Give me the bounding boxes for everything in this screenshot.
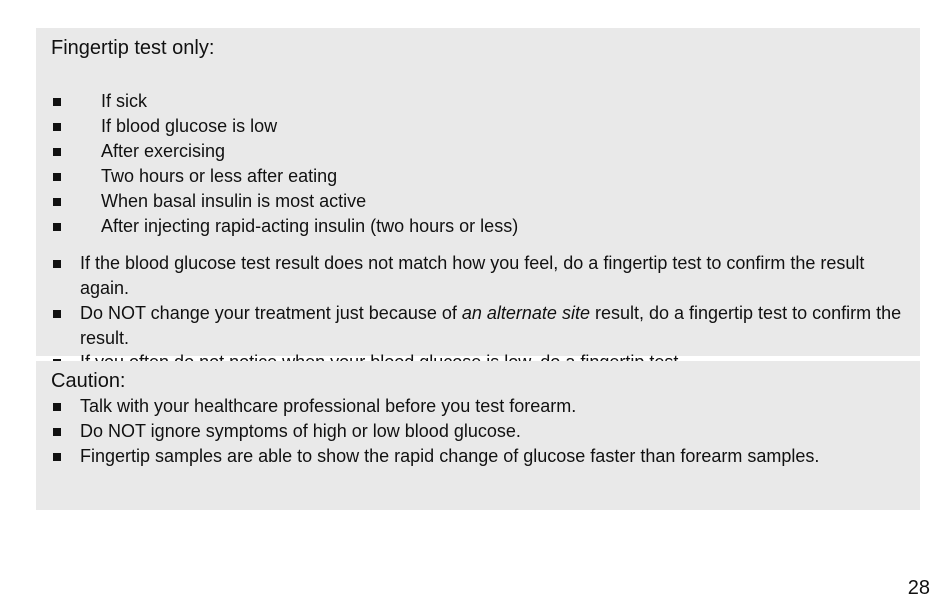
note-text-part: result, do a fingertip test to confirm the result. bbox=[80, 303, 902, 348]
condition-text: Two hours or less after eating bbox=[101, 166, 338, 186]
square-bullet-icon bbox=[53, 310, 61, 318]
square-bullet-icon bbox=[53, 198, 61, 206]
page-number: 28 bbox=[907, 577, 930, 599]
fingertip-test-heading: Fingertip test only: bbox=[51, 37, 215, 59]
condition-text: If sick bbox=[101, 91, 148, 111]
square-bullet-icon bbox=[53, 148, 61, 156]
square-bullet-icon bbox=[53, 223, 61, 231]
square-bullet-icon bbox=[53, 98, 61, 106]
square-bullet-icon bbox=[53, 123, 61, 131]
note-text: If the blood glucose test result does not match how you feel, do a fingertip test to confirm the result again. bbox=[80, 253, 865, 298]
condition-text: After exercising bbox=[101, 141, 226, 161]
alternate-site-emphasis: an alternate site bbox=[461, 303, 590, 323]
caution-box bbox=[36, 361, 920, 510]
note-text bbox=[80, 301, 910, 351]
square-bullet-icon bbox=[53, 428, 61, 436]
condition-text: When basal insulin is most active bbox=[101, 191, 367, 211]
caution-text: Fingertip samples are able to show the rapid change of glucose faster than forearm samples. bbox=[80, 446, 820, 466]
condition-text: If blood glucose is low bbox=[101, 116, 278, 136]
square-bullet-icon bbox=[53, 173, 61, 181]
caution-heading: Caution: bbox=[51, 370, 126, 392]
caution-text: Talk with your healthcare professional before you test forearm. bbox=[80, 396, 577, 416]
square-bullet-icon bbox=[53, 403, 61, 411]
square-bullet-icon bbox=[53, 453, 61, 461]
fingertip-test-box bbox=[36, 28, 920, 356]
condition-text: After injecting rapid-acting insulin (two hours or less) bbox=[101, 216, 519, 236]
square-bullet-icon bbox=[53, 260, 61, 268]
note-text-part: Do NOT change your treatment just because of bbox=[80, 303, 462, 323]
caution-text: Do NOT ignore symptoms of high or low blood glucose. bbox=[80, 421, 521, 441]
